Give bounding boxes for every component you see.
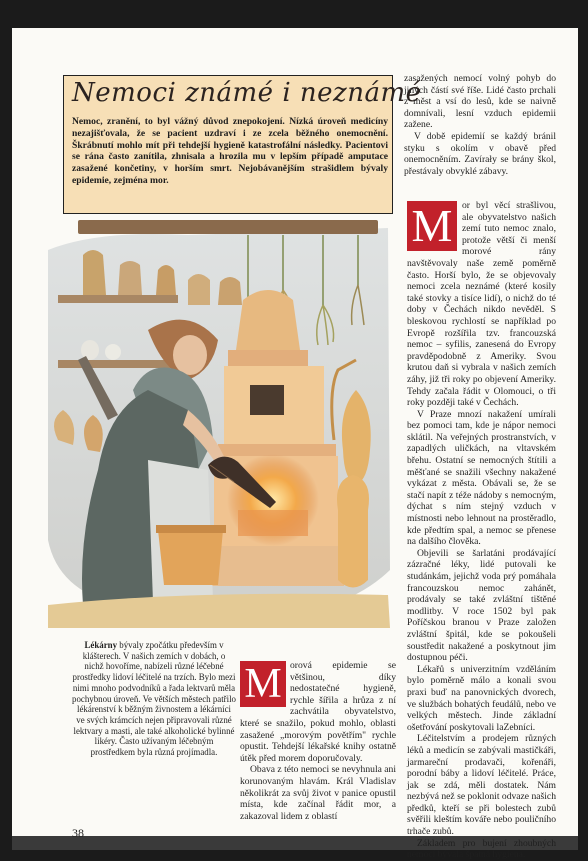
- page-title: Nemoci známé i neznámé: [72, 78, 422, 108]
- paragraph: Základem pro bujení zhoubných nemocí bývala špatná hygiena.: [407, 837, 556, 861]
- middle-column: [240, 660, 396, 822]
- stove-window: [250, 385, 284, 415]
- intro-box: [63, 112, 393, 214]
- paragraph: Léčitelstvím a prodejem různých léků a medicín se zabývali mastičkáři, jarmareční prodavači, kořenáři, porodní báby a lidoví léčitelé. Práce, jak se zdá, měli dostatek. Nám nezbývá než se poklonit odvaze našich předků, kteří se při bolestech zubů svěřili kleštím kováře nebo pouličního trhače zubů.: [407, 733, 556, 838]
- title-box: [63, 75, 422, 113]
- paragraph: V době epidemií se každý bránil styku s okolím v obavě před onemocněním. Zavírały se brány škol, přestávaly obvyklé zábavy.: [404, 130, 556, 177]
- caption-lead: Lékárny: [84, 640, 118, 650]
- paragraph: V Praze mnozí nakažení umírali bez pomoci tam, kde je nápor nemoci sklátil. Na veřejných prostranstvích, v zapadlých uličkách, na vltavském břehu. Ostatní se nemocných štítili a měšťané se snažili všechny nakažené vykázat z města. Obávali se, že se stačí napít z téže nádoby s nemocným, dýchat s ním stejný vzduch v místnosti nebo lehnout na prostěradlo, kde předtím spal, a nemoc se přenese na dalšího člověka.: [407, 408, 556, 548]
- caption-text: bývaly zpočátku především v klášterech. V našich zemích v dobách, o nichž hovoříme, nabízeli různé léčebné prostředky lidoví léčitelé na trzích. Bylo mezi nimi mnoho podvodníků a řada lektvarů měla pochybnou úroveň. Ve větších městech patřilo lékárenství k běžným živnostem a lékárníci ve svých krámcích nejen připravovali různé lektvary a masti, ale také alkoholické bylinné likéry. Často užívaným léčebným prostředkem byla různá projímadla.: [72, 640, 236, 758]
- pharmacy-illustration: [38, 210, 396, 628]
- paragraph: Obava z této nemoci se nevyhnula ani korunovaným hlavám. Král Vladislav několikrát za svůj život v panice opustil místa, kde začínal řádit mor, a zakazoval lidem z oblastí: [240, 764, 396, 822]
- intro-paragraph: Nemoc, zranění, to byl vážný důvod znepokojení. Nízká úroveň medicíny nezajišťovala, že se pacient uzdraví i ze zcela běžného onemocnění. Škrábnutí mohlo mít při tehdejší hygieně katastrofální následky. Pacientovi se rána často zanítila, zhnisala a hrozila mu v lepším případě amputace zasažené končetiny, v horším smrt. Nejobávanějším strašidlem bývaly epidemie, zejména mor.: [72, 116, 388, 186]
- paragraph: zasažených nemocí volný pohyb do jiných částí své říše. Lidé často prchali z měst a vsí do lesů, kde se naivně domnívali, lesní vzduch epidemii zažene.: [404, 73, 556, 131]
- wooden-bucket: [156, 525, 226, 585]
- illustration-caption: [72, 640, 236, 758]
- paragraph: Lékařů s univerzitním vzděláním bylo poměrně málo a konali svou praxi buď na panovnických dvorech, ve službách bohatých feudálů, nebo ve velkých městech. Jinde základní ošetřování poskytovali laZebníci.: [407, 663, 556, 733]
- middle-shelf: [58, 360, 178, 368]
- paragraph: or byl věcí strašlivou, ale obyvatelstvo našich zemí tuto nemoc znalo, protože větší či menší morové rány navštěvovaly naše země poměrně často. Horší bylo, že se objevovaly nemoci zcela neznámé (které kosily také stovky a tisíce lidí), o nichž do té doby v Čechách nikdo nevěděl. S bleskovou rychlostí se například po Evropě rozšířila tzv. francouzská nemoc – syfilis, zanesená do Evropy pravděpodobně z Ameriky. Svou krutou daň si vybrala v našich zemích záhy, již tři roky po objevení Ameriky. Tehdy začala řádit v Olomouci, o tři roky později také v Čechách.: [407, 200, 556, 409]
- right-column-main: [407, 200, 556, 861]
- left-shelf: [58, 295, 178, 303]
- top-shelf: [78, 220, 378, 234]
- drop-cap: M: [407, 201, 457, 251]
- drop-cap: M: [240, 661, 286, 707]
- paragraph: Objevili se šarlatáni prodávající zázračné léky, lidé putovali ke studánkám, jejichž voda prý pomáhala francouzskou nemoc zahánět, prodávaly se také zvláštní tištěné modlitby. V roce 1502 byl pak Poříčskou branou v Praze založen zvláštní špitál, kde se pokoušeli soustředit nakažené a poskytnout jim dostupnou péči.: [407, 547, 556, 664]
- paragraph: orová epidemie se většinou, díky nedostatečné hygieně, rychle šířila a hrůza z ní zachvátila obyvatelstvo, které se snažilo, pokud mohlo, oblasti zasažené „morovým povětřím" rychle opustit. Tehdejší lékařské knihy ostatně útěk před morem doporučovaly.: [240, 660, 396, 764]
- page-number: 38: [72, 826, 84, 840]
- right-column-top: [404, 73, 556, 177]
